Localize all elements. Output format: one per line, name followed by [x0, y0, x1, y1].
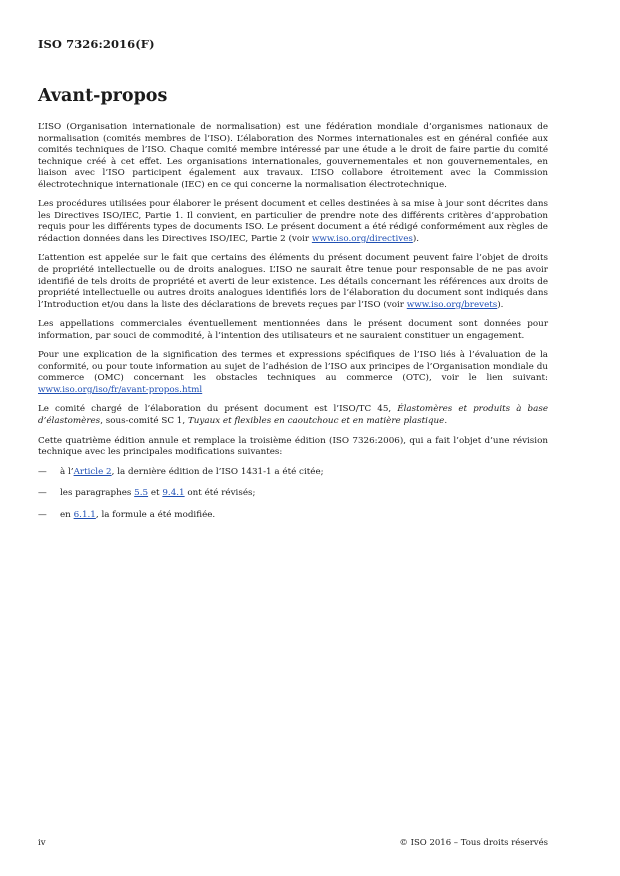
paragraph-trade-names: Les appellations commerciales éventuellement mentionnées dans le présent document sont données pour information, par souci de commodité, à l’intention des utilisateurs et ne sauraient constituer un engagement. — [38, 319, 548, 341]
paragraph-iso-intro: L’ISO (Organisation internationale de normalisation) est une fédération mondiale d’organismes nationaux de normalisation (comités membres de l’ISO). L’élaboration des Normes internationales est en général confiée aux comités techniques de l’ISO. Chaque comité membre intéressé par une étude a le droit de faire partie du comité technique créé à cet effet. Les organisations internationales, gouvernementales et non gouvernementales, en liaison avec l’ISO participent également aux travaux. L’ISO collabore étroitement avec la Commission électrotechnique internationale (IEC) en ce qui concerne la normalisation électrotechnique. — [38, 122, 548, 190]
paragraph-edition: Cette quatrième édition annule et remplace la troisième édition (ISO 7326:2006), qui a fait l’objet d’une révision technique avec les principales modifications suivantes: — [38, 435, 548, 458]
link-brevets[interactable]: www.iso.org/brevets — [406, 299, 498, 310]
paragraph-conformity-text: Pour une explication de la signification des termes et expressions spécifiques de l’ISO liés à l’évaluation de la conformité, ou pour toute information au sujet de l’adhésion de l’ISO aux principes de l’Organisation mondiale du commerce (OMC) concernant les obstacles techniques au commerce (OTC), voir le lien suivant: — [38, 350, 548, 384]
list-dash: — — [38, 488, 47, 499]
standard-identifier: ISO 7326:2016(F) — [38, 37, 155, 51]
list-text: en — [60, 509, 74, 520]
link-5-5[interactable]: 5.5 — [134, 488, 149, 499]
page-footer — [38, 838, 548, 848]
link-9-4-1[interactable]: 9.4.1 — [162, 488, 185, 499]
list-item-text — [60, 467, 324, 479]
committee-title: Élastomères et produits à base d’élastomères — [38, 404, 548, 427]
page-number: iv — [38, 838, 46, 848]
list-dash: — — [38, 466, 47, 477]
list-text: et — [148, 488, 163, 499]
link-6-1-1[interactable]: 6.1.1 — [73, 509, 96, 520]
committee-text-1: Le comité chargé de l’élaboration du présent document est l’ISO/TC 45, — [38, 404, 398, 415]
subcommittee-title: Tuyaux et flexibles en caoutchouc et en matière plastique — [187, 416, 445, 427]
paragraph-committee — [38, 404, 548, 427]
paragraph-patent-end: ). — [497, 299, 504, 310]
paragraph-procedures-text: Les procédures utilisées pour élaborer le présent document et celles destinées à sa mise à jour sont décrites dans les Directives ISO/IEC, Partie 1. Il convient, en particulier de prendre note des différents critères d’approbation requis pour les différents types de documents ISO. Le présent document a été rédigé conformément aux règles de rédaction données dans les Directives ISO/IEC, Partie 2 (voir — [38, 199, 548, 244]
foreword-body — [38, 122, 548, 531]
section-title: Avant-propos — [38, 86, 168, 106]
link-avant-propos[interactable]: www.iso.org/iso/fr/avant-propos.html — [38, 384, 203, 395]
list-text: , la dernière édition de l’ISO 1431-1 a été citée; — [111, 466, 324, 477]
paragraph-patent-text: L’attention est appelée sur le fait que certains des éléments du présent document peuvent faire l’objet de droits de propriété intellectuelle ou de droits analogues. L’ISO ne saurait être tenue pour responsable de ne pas avoir identifié de tels droits de propriété et averti de leur existence. Les détails concernant les références aux droits de propriété intellectuelle ou autres droits analogues identifiés lors de l’élaboration du document sont indiqués dans l’Introduction et/ou dans la liste des déclarations de brevets reçues par l’ISO (voir — [38, 253, 548, 310]
committee-text-2: , sous-comité SC 1, — [100, 416, 188, 427]
paragraph-patent-rights — [38, 253, 548, 311]
list-item-text — [60, 488, 255, 500]
copyright-notice: © ISO 2016 – Tous droits réservés — [399, 838, 548, 848]
list-item — [38, 488, 548, 500]
link-article-2[interactable]: Article 2 — [73, 466, 112, 477]
list-dash: — — [38, 509, 47, 520]
list-text: les paragraphes — [60, 488, 135, 499]
list-item-text — [60, 510, 215, 522]
list-text: à l’ — [60, 466, 74, 477]
list-text: ont été révisés; — [184, 488, 256, 499]
paragraph-procedures-end: ). — [412, 233, 420, 244]
list-text: , la formule a été modifiée. — [95, 509, 216, 520]
paragraph-conformity — [38, 350, 548, 396]
list-item — [38, 510, 548, 522]
list-item — [38, 467, 548, 479]
link-directives[interactable]: www.iso.org/directives — [311, 233, 413, 244]
committee-text-3: . — [444, 416, 448, 427]
paragraph-procedures — [38, 199, 548, 245]
